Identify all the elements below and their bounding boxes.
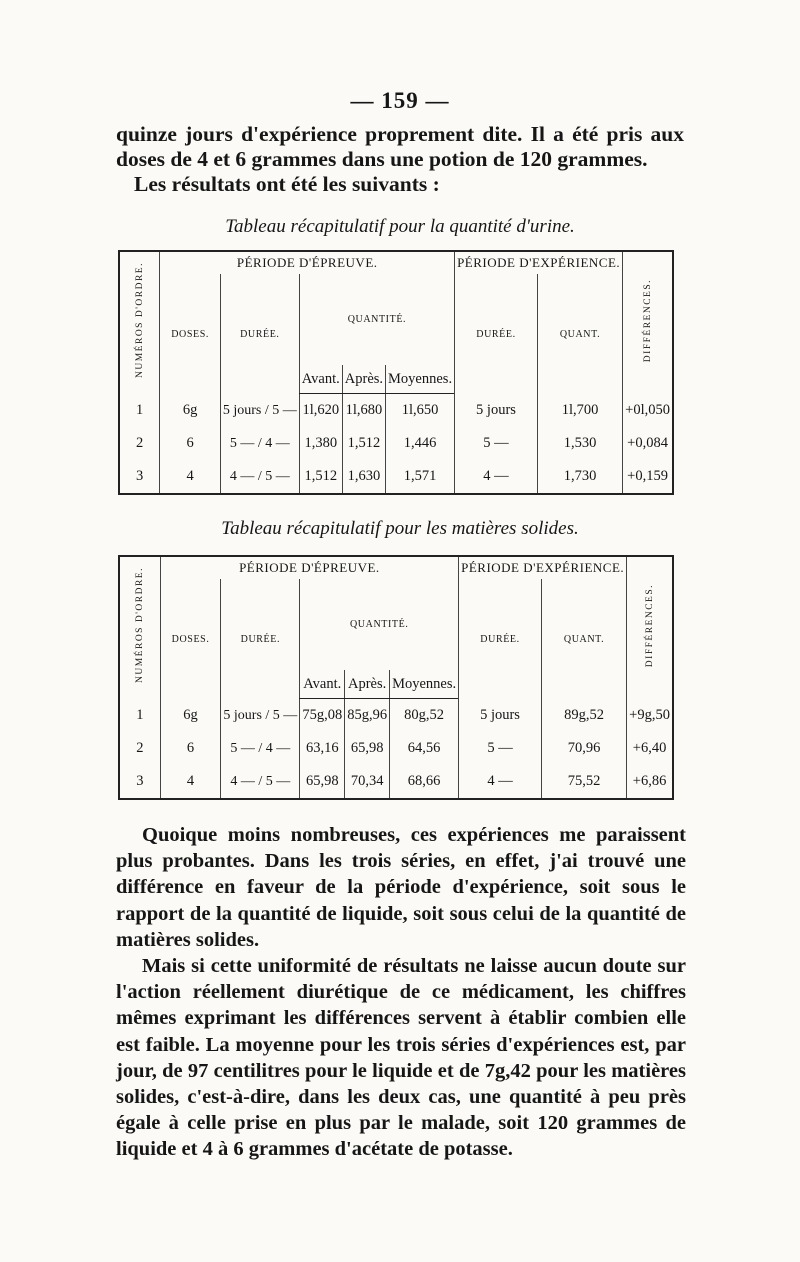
header-periode-epreuve: PÉRIODE D'ÉPREUVE.: [160, 556, 458, 579]
col-numeros: NUMÉROS D'ORDRE.: [134, 262, 145, 379]
table-solides: [118, 555, 674, 800]
header-avant: Avant.: [300, 670, 345, 699]
header-duree: DURÉE.: [220, 274, 299, 393]
header-quantite: QUANTITÉ.: [299, 274, 454, 365]
body-paragraph-2: Mais si cette uniformité de résultats ne laisse aucun doute sur l'action réellement diurétique de ce médicament, les chiffres mêmes exprimant les différences servent à établir combien elle est faible. La moyenne pour les trois séries d'expériences est, par jour, de 97 centilitres pour le liquide et de 7g,42 pour les matières solides, c'est-à-dire, dans les deux cas, une quantité à peu près égale à celle prise en plus par le malade, soit 120 grammes de liquide et 4 à 6 grammes d'acétate de potasse.: [116, 955, 686, 1161]
col-numeros: NUMÉROS D'ORDRE.: [134, 567, 145, 684]
header-quantite: QUANTITÉ.: [300, 579, 459, 670]
page-number: — 159 —: [350, 88, 450, 113]
header-exp-duree: DURÉE.: [459, 579, 542, 698]
table1-caption: Tableau récapitulatif pour la quantité d'urine.: [225, 216, 575, 237]
header-doses: DOSES.: [160, 274, 221, 393]
header-moyennes: Moyennes.: [386, 365, 455, 394]
table-row: 3 4 4 — / 5 — 1,512 1,630 1,571 4 — 1,730 +0,159: [119, 460, 673, 494]
table-urine: [118, 250, 674, 495]
header-avant: Avant.: [299, 365, 342, 394]
table-row: 2 6 5 — / 4 — 1,380 1,512 1,446 5 — 1,530 +0,084: [119, 427, 673, 460]
table2-caption: Tableau récapitulatif pour les matières solides.: [221, 518, 579, 539]
body-text: [116, 822, 686, 1163]
table-row: 3 4 4 — / 5 — 65,98 70,34 68,66 4 — 75,52 +6,86: [119, 765, 673, 799]
intro-paragraph: quinze jours d'expérience proprement dite. Il a été pris aux doses de 4 et 6 grammes dans une potion de 120 grammes.: [116, 122, 684, 171]
header-exp-quant: QUANT.: [537, 274, 622, 393]
intro-text: [116, 122, 684, 197]
header-doses: DOSES.: [160, 579, 221, 698]
col-differences: DIFFÉRENCES.: [623, 251, 673, 394]
header-apres: Après.: [345, 670, 390, 699]
header-duree: DURÉE.: [221, 579, 300, 698]
header-apres: Après.: [342, 365, 385, 394]
header-periode-epreuve: PÉRIODE D'ÉPREUVE.: [160, 251, 455, 274]
table-row: 1 6g 5 jours / 5 — 1l,620 1l,680 1l,650 5 jours 1l,700 +0l,050: [119, 394, 673, 427]
header-moyennes: Moyennes.: [390, 670, 459, 699]
header-exp-quant: QUANT.: [541, 579, 626, 698]
table-row: 2 6 5 — / 4 — 63,16 65,98 64,56 5 — 70,96 +6,40: [119, 732, 673, 765]
table-row: 1 6g 5 jours / 5 — 75g,08 85g,96 80g,52 5 jours 89g,52 +9g,50: [119, 699, 673, 732]
header-exp-duree: DURÉE.: [455, 274, 538, 393]
header-periode-experience: PÉRIODE D'EXPÉRIENCE.: [455, 251, 623, 274]
header-periode-experience: PÉRIODE D'EXPÉRIENCE.: [459, 556, 627, 579]
col-differences: DIFFÉRENCES.: [627, 556, 673, 699]
body-paragraph-1: Quoique moins nombreuses, ces expériences me paraissent plus probantes. Dans les trois séries, en effet, j'ai trouvé une différence en faveur de la période d'expérience, soit sous le rapport de la quantité de liquide, soit sous celui de la quantité de matières solides.: [116, 824, 686, 951]
intro-results-line: Les résultats ont été les suivants :: [134, 172, 440, 196]
